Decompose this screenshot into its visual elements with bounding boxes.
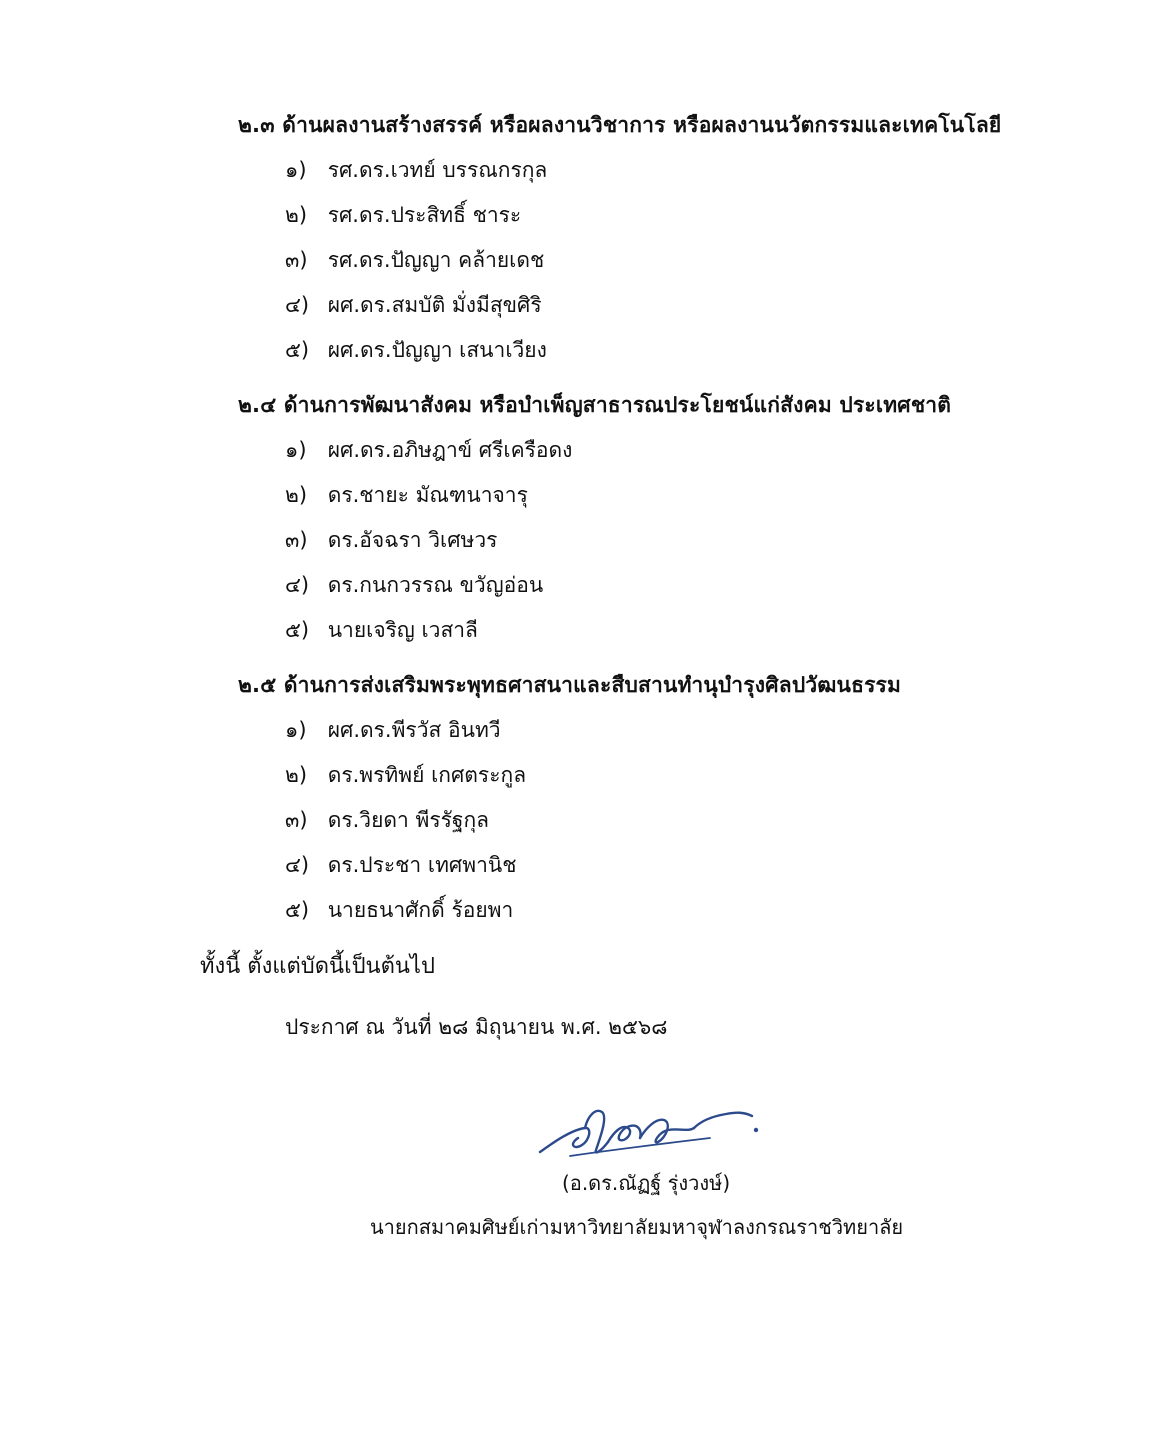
list-item bbox=[285, 290, 542, 320]
item-name: ผศ.ดร.อภิษฎาข์ ศรีเครือดง bbox=[327, 438, 573, 462]
item-name: รศ.ดร.เวทย์ บรรณกรกุล bbox=[327, 158, 548, 182]
item-number: ๕) bbox=[285, 898, 310, 922]
item-number: ๔) bbox=[285, 573, 310, 597]
item-number: ๑) bbox=[285, 438, 307, 462]
item-number: ๑) bbox=[285, 158, 307, 182]
item-name: ผศ.ดร.พีรวัส อินทวี bbox=[327, 718, 501, 742]
section-heading-2-5: ๒.๕ ด้านการส่งเสริมพระพุทธศาสนาและสืบสานทำนุบำรุงศิลปวัฒนธรรม bbox=[238, 673, 902, 697]
list-item bbox=[285, 435, 572, 465]
item-name: รศ.ดร.ประสิทธิ์ ชาระ bbox=[327, 203, 522, 227]
list-item bbox=[285, 805, 489, 835]
item-name: ดร.พรทิพย์ เกศตระกูล bbox=[327, 763, 527, 787]
signer-title: นายกสมาคมศิษย์เก่ามหาวิทยาลัยมหาจุฬาลงกรณราชวิทยาลัย bbox=[370, 1215, 904, 1239]
section-heading-2-3: ๒.๓ ด้านผลงานสร้างสรรค์ หรือผลงานวิชาการ หรือผลงานนวัตกรรมและเทคโนโลยี bbox=[238, 113, 1002, 137]
signer-name: (อ.ดร.ณัฏฐ์ รุ่งวงษ์) bbox=[562, 1171, 731, 1195]
item-number: ๕) bbox=[285, 338, 310, 362]
item-name: ดร.กนกวรรณ ขวัญอ่อน bbox=[327, 573, 544, 597]
handwritten-signature bbox=[530, 1090, 770, 1170]
list-item bbox=[285, 200, 521, 230]
item-number: ๑) bbox=[285, 718, 307, 742]
item-name: ดร.ชายะ มัณฑนาจารุ bbox=[327, 483, 528, 507]
item-number: ๕) bbox=[285, 618, 310, 642]
closing-statement: ทั้งนี้ ตั้งแต่บัดนี้เป็นต้นไป bbox=[200, 954, 435, 979]
item-number: ๒) bbox=[285, 203, 308, 227]
list-item bbox=[285, 155, 547, 185]
item-name: ผศ.ดร.ปัญญา เสนาเวียง bbox=[327, 338, 547, 362]
item-name: นายธนาศักดิ์ ร้อยพา bbox=[327, 898, 514, 922]
list-item bbox=[285, 615, 478, 645]
item-number: ๓) bbox=[285, 808, 308, 832]
item-name: ดร.ประชา เทศพานิช bbox=[327, 853, 517, 877]
list-item bbox=[285, 570, 543, 600]
section-heading-2-4: ๒.๔ ด้านการพัฒนาสังคม หรือบำเพ็ญสาธารณประโยชน์แก่สังคม ประเทศชาติ bbox=[238, 393, 952, 417]
item-name: ผศ.ดร.สมบัติ มั่งมีสุขศิริ bbox=[327, 293, 542, 317]
item-number: ๔) bbox=[285, 853, 310, 877]
list-item bbox=[285, 335, 547, 365]
list-item bbox=[285, 850, 516, 880]
item-name: รศ.ดร.ปัญญา คล้ายเดช bbox=[327, 248, 545, 272]
item-number: ๔) bbox=[285, 293, 310, 317]
item-name: นายเจริญ เวสาลี bbox=[327, 618, 478, 642]
list-item bbox=[285, 245, 544, 275]
item-number: ๒) bbox=[285, 763, 308, 787]
announcement-date: ประกาศ ณ วันที่ ๒๘ มิถุนายน พ.ศ. ๒๕๖๘ bbox=[285, 1015, 668, 1039]
item-number: ๓) bbox=[285, 528, 308, 552]
list-item bbox=[285, 525, 497, 555]
item-name: ดร.วิยดา พีรรัฐกุล bbox=[327, 808, 490, 832]
list-item bbox=[285, 715, 501, 745]
list-item bbox=[285, 760, 526, 790]
list-item bbox=[285, 480, 528, 510]
item-number: ๒) bbox=[285, 483, 308, 507]
item-number: ๓) bbox=[285, 248, 308, 272]
list-item bbox=[285, 895, 513, 925]
item-name: ดร.อัจฉรา วิเศษวร bbox=[327, 528, 498, 552]
